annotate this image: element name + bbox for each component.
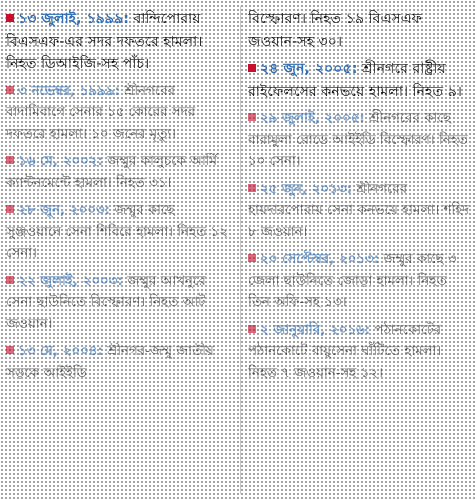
- square-bullet-icon: [6, 156, 14, 164]
- column-divider: [240, 6, 241, 494]
- square-bullet-icon: [248, 64, 256, 72]
- timeline-entry: [248, 320, 470, 385]
- square-bullet-icon: [248, 325, 256, 333]
- entry-text: জম্মুর কালুচকে আর্মি ক্যান্টনমেন্টে হামলা। নিহত ৩১।: [6, 154, 218, 191]
- timeline-entry: [248, 249, 470, 314]
- timeline-entry: [6, 200, 234, 265]
- entry-text: জম্মুর কাছে সুঞ্জওয়ানে সেনা শিবিরে হামলা। নিহত ১২ সেনা।: [6, 203, 228, 261]
- entry-date: ১৬ মে, ২০০২:: [18, 154, 103, 169]
- entry-date: ২৫ জুন, ২০১৩:: [260, 181, 352, 197]
- entry-text: শ্রীনগরে রাষ্ট্রীয় রাইফেলসের কনভয়ে হামলা। নিহত ৯।: [248, 61, 462, 100]
- entry-date: ২৪ জুন, ২০০৫:: [260, 61, 358, 77]
- entry-text: বান্দিপোরায় বিএসএফ-এর সদর দফতরে হামলা। নিহত ডিআইজি-সহ পাঁচ।: [6, 11, 203, 72]
- right-column: [248, 8, 470, 390]
- square-bullet-icon: [6, 346, 14, 354]
- timeline-entry: [6, 8, 234, 76]
- timeline-entry: [6, 151, 234, 194]
- timeline-entry: [248, 58, 470, 103]
- square-bullet-icon: [6, 86, 14, 94]
- entry-date: ২৮ জুন, ২০০৩:: [18, 203, 110, 218]
- timeline-entry: [248, 108, 470, 173]
- entry-date: ৩ নভেম্বর, ১৯৯৯:: [18, 83, 120, 99]
- timeline-entry: [6, 81, 234, 146]
- entry-text: শ্রীনগরের কাছে বারামুলা রোডে আইইডি বিস্ফোরণ। নিহত ১০ সেনা।: [248, 111, 468, 169]
- entry-date: ২ জানুয়ারি, ২০১৬:: [260, 322, 371, 338]
- square-bullet-icon: [6, 276, 14, 284]
- entry-date: ১৩ মে, ২০০৪:: [18, 344, 103, 359]
- entry-text: পঠানকোটের পঠানকোটে বায়ুসেনা ঘাঁটিতে হামলা। নিহত ৭ জওয়ান-সহ ১২।: [248, 322, 442, 381]
- entry-date: ১৩ জুলাই, ১৯৯৯:: [18, 11, 129, 27]
- entry-date: ২৯ জুলাই, ২০০৫:: [260, 111, 365, 126]
- entry-text: শ্রীনগর-জম্মু জাতীয় সড়কে আইইডি: [6, 344, 214, 381]
- entry-date: ২২ জুলাই, ২০০৩:: [18, 273, 123, 289]
- entry-text: শ্রীনগরের হায়দারপোরায় সেনা কনভয়ে হামলা। শহিদ ৮ জওয়ান।: [248, 181, 470, 240]
- timeline-entry: [248, 179, 470, 244]
- timeline-entry-continued: [248, 8, 470, 53]
- left-column: [6, 8, 234, 390]
- timeline-entry: [6, 271, 234, 336]
- square-bullet-icon: [6, 205, 14, 213]
- square-bullet-icon: [248, 184, 256, 192]
- square-bullet-icon: [248, 254, 256, 262]
- entry-text: জম্মুর আখনুরে সেনা ছাউনিতে বিস্ফোরণ। নিহত আট জওয়ান।: [6, 273, 206, 332]
- entry-text: জম্মুর কাছে ৩ জেলা ছাউনিতে জোড়া হামলা। নিহত তিন অফি-সহ ১৩।: [248, 252, 457, 310]
- entry-text: বিস্ফোরণ। নিহত ১৯ বিএসএফ জওয়ান-সহ ৩০।: [248, 11, 422, 50]
- entry-date: ২০ সেপ্টেম্বর, ২০১৩:: [260, 252, 380, 267]
- entry-text: শ্রীনগরের বাদামিবাগে সেনার ১৫ কোরের সদর দফতরে হামলা। ১০ জনের মৃত্যু।: [6, 83, 195, 142]
- square-bullet-icon: [6, 14, 14, 22]
- square-bullet-icon: [248, 113, 256, 121]
- timeline-entry: [6, 341, 234, 384]
